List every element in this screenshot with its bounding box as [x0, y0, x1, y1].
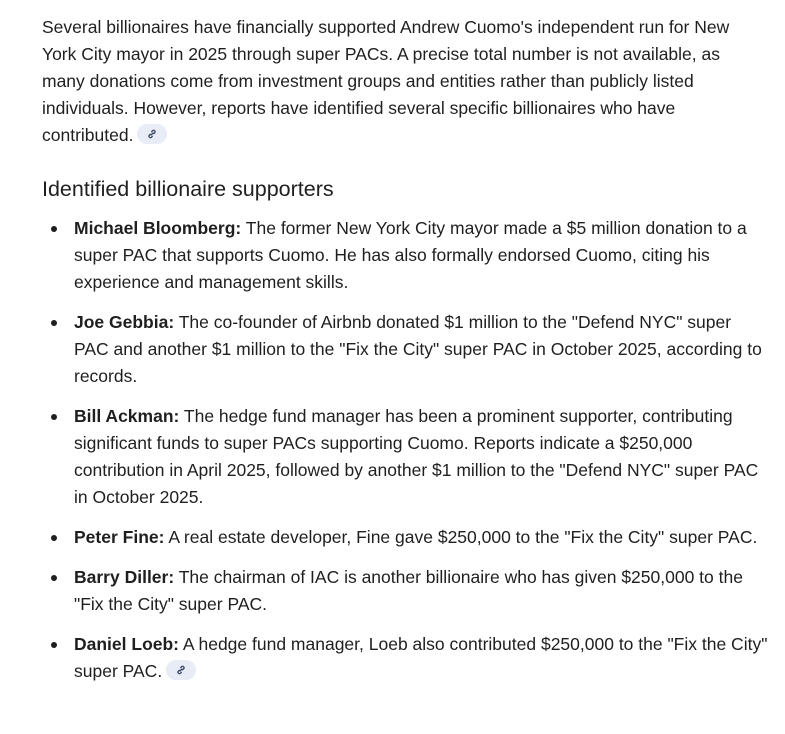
- bullet-icon: [51, 320, 57, 326]
- intro-paragraph: [42, 14, 762, 149]
- list-item: [42, 631, 769, 685]
- section-heading: Identified billionaire supporters: [42, 177, 334, 201]
- supporter-description: The former New York City mayor made a $5 million donation to a super PAC that supports Cuomo. He has also formally endorsed Cuomo, citing his experience and management skills.: [74, 218, 747, 292]
- source-citation-chip[interactable]: [166, 660, 196, 680]
- link-icon: [146, 128, 158, 140]
- supporter-name: Barry Diller:: [74, 567, 175, 587]
- list-item: [42, 309, 769, 390]
- list-item: [42, 564, 769, 618]
- list-item: [42, 215, 769, 296]
- bullet-icon: [51, 575, 57, 581]
- bullet-icon: [51, 642, 57, 648]
- supporter-description: The co-founder of Airbnb donated $1 million to the "Defend NYC" super PAC and another $1 million to the "Fix the City" super PAC in October 2025, according to records.: [74, 312, 762, 386]
- supporter-description: The chairman of IAC is another billionaire who has given $250,000 to the "Fix the City" super PAC.: [74, 567, 743, 614]
- source-citation-chip[interactable]: [137, 124, 167, 144]
- supporter-description: A real estate developer, Fine gave $250,000 to the "Fix the City" super PAC.: [164, 527, 758, 547]
- list-item: [42, 403, 769, 511]
- supporter-name: Bill Ackman:: [74, 406, 180, 426]
- supporter-name: Joe Gebbia:: [74, 312, 175, 332]
- intro-text: Several billionaires have financially supported Andrew Cuomo's independent run for New York City mayor in 2025 through super PACs. A precise total number is not available, as many donations come from investment groups and entities rather than publicly listed individuals. However, reports have identified several specific billionaires who have contributed.: [42, 17, 730, 145]
- supporter-name: Peter Fine:: [74, 527, 165, 547]
- supporter-name: Michael Bloomberg:: [74, 218, 242, 238]
- bullet-icon: [51, 226, 57, 232]
- bullet-icon: [51, 535, 57, 541]
- supporters-list: [42, 215, 768, 685]
- supporter-description: A hedge fund manager, Loeb also contributed $250,000 to the "Fix the City" super PAC.: [74, 634, 768, 681]
- list-item: [42, 524, 769, 551]
- bullet-icon: [51, 414, 57, 420]
- link-icon: [175, 664, 187, 676]
- supporter-name: Daniel Loeb:: [74, 634, 180, 654]
- supporter-description: The hedge fund manager has been a prominent supporter, contributing significant funds to super PACs supporting Cuomo. Reports indicate a $250,000 contribution in April 2025, followed by another $1 million to the "Defend NYC" super PAC in October 2025.: [74, 406, 759, 507]
